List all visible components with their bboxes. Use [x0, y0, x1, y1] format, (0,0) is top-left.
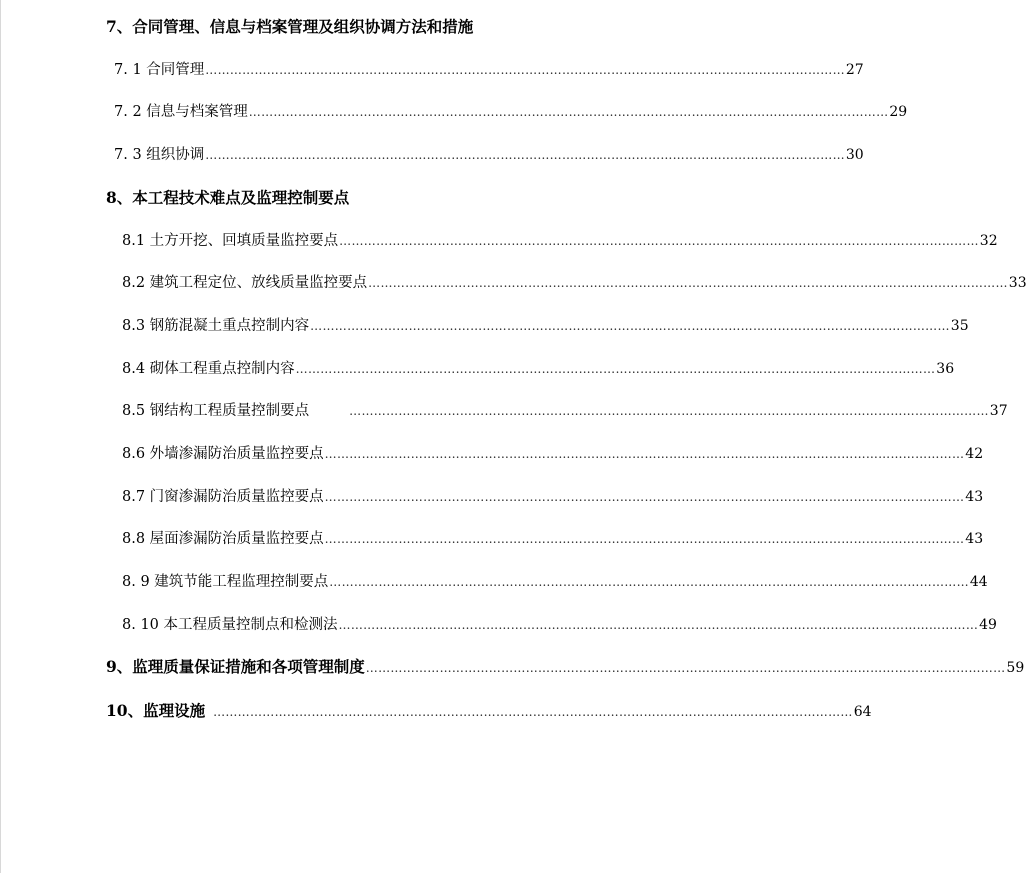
toc-entry-8-10[interactable] — [122, 613, 997, 634]
toc-page-number: 64 — [853, 704, 872, 720]
dot-leader: ………………………………………………………………………………………………………………………………………… — [295, 362, 936, 376]
dot-leader: ………………………………………………………………………………………………………………………………………… — [365, 661, 1006, 675]
dot-leader: ………………………………………………………………………………………………………………………………………… — [368, 276, 1008, 290]
dot-leader: ………………………………………………………………………………………………………………………………………… — [339, 234, 979, 248]
toc-entry-title: 8.6 外墙渗漏防治质量监控要点 — [122, 446, 324, 462]
toc-page-number: 36 — [936, 361, 955, 377]
dot-leader: ………………………………………………………………………………………………………………………………………… — [324, 447, 965, 461]
toc-entry-title: 8.4 砌体工程重点控制内容 — [122, 361, 295, 377]
toc-entry-title: 7. 3 组织协调 — [114, 147, 205, 163]
toc-entry-8-1[interactable] — [122, 229, 998, 250]
toc-page-number: 32 — [979, 233, 998, 249]
toc-page-number: 59 — [1006, 660, 1025, 676]
toc-entry-title: 8. 9 建筑节能工程监理控制要点 — [122, 574, 329, 590]
toc-entry-title: 7. 1 合同管理 — [114, 62, 205, 78]
toc-entry-8-8[interactable] — [122, 527, 984, 548]
toc-page-number: 43 — [965, 489, 984, 505]
toc-entry-title: 9、监理质量保证措施和各项管理制度 — [106, 657, 365, 676]
toc-page-number: 37 — [989, 403, 1008, 419]
toc-page-number: 44 — [969, 574, 988, 590]
toc-entry-title: 8.5 钢结构工程质量控制要点 — [122, 403, 310, 419]
toc-entry-title: 8. 10 本工程质量控制点和检测法 — [122, 617, 338, 633]
dot-leader: ………………………………………………………………………………………………………………………………………… — [310, 319, 950, 333]
toc-entry-title: 8.8 屋面渗漏防治质量监控要点 — [122, 531, 324, 547]
toc-entry-title: 8.7 门窗渗漏防治质量监控要点 — [122, 489, 324, 505]
toc-entry-8-4[interactable] — [122, 357, 955, 378]
toc-entry-8-7[interactable] — [122, 485, 984, 506]
toc-entry-title: 8、本工程技术难点及监理控制要点 — [106, 188, 350, 207]
toc-entry-7-3[interactable] — [114, 143, 864, 164]
toc-page-number: 43 — [965, 531, 984, 547]
toc-entry-8-6[interactable] — [122, 442, 984, 463]
toc-entry-8-3[interactable] — [122, 314, 969, 335]
toc-page-number: 29 — [889, 104, 908, 120]
toc-chapter-9[interactable] — [106, 655, 1025, 677]
toc-page-number: 35 — [950, 318, 969, 334]
toc-page-number: 33 — [1008, 275, 1027, 291]
toc-entry-8-9[interactable] — [122, 570, 988, 591]
toc-entry-title: 8.1 土方开挖、回填质量监控要点 — [122, 233, 339, 249]
toc-entry-title: 8.2 建筑工程定位、放线质量监控要点 — [122, 275, 368, 291]
dot-leader: ………………………………………………………………………………………………………………………………………… — [324, 490, 965, 504]
dot-leader: ………………………………………………………………………………………………………………………………………… — [205, 148, 845, 162]
toc-entry-7-2[interactable] — [114, 100, 908, 121]
toc-entry-title: 7、合同管理、信息与档案管理及组织协调方法和措施 — [106, 17, 474, 36]
toc-entry-7-1[interactable] — [114, 58, 864, 79]
toc-page-number: 27 — [845, 62, 864, 78]
dot-leader: ………………………………………………………………………………………………………………………………………… — [213, 705, 853, 719]
dot-leader: ………………………………………………………………………………………………………………………………………… — [248, 105, 889, 119]
toc-entry-title: 10、监理设施 — [106, 701, 206, 720]
toc-page-number: 30 — [845, 147, 864, 163]
dot-leader: ………………………………………………………………………………………………………………………………………… — [329, 575, 969, 589]
toc-page-number: 42 — [965, 446, 984, 462]
toc-chapter-8[interactable] — [106, 186, 506, 208]
toc-page-number: 49 — [979, 617, 997, 633]
toc-entry-title: 7. 2 信息与档案管理 — [114, 104, 248, 120]
dot-leader: ………………………………………………………………………………………………………………………………………… — [349, 404, 989, 418]
toc-entry-8-2[interactable] — [122, 271, 1027, 292]
dot-leader: ………………………………………………………………………………………………………………………………………… — [324, 532, 965, 546]
dot-leader: ………………………………………………………………………………………………………………………………………… — [338, 618, 979, 632]
toc-chapter-10[interactable] — [106, 699, 872, 721]
toc-entry-title: 8.3 钢筋混凝土重点控制内容 — [122, 318, 310, 334]
dot-leader: ………………………………………………………………………………………………………………………………………… — [205, 63, 845, 77]
toc-entry-8-5[interactable] — [122, 399, 1008, 420]
toc-chapter-7[interactable] — [106, 15, 626, 37]
